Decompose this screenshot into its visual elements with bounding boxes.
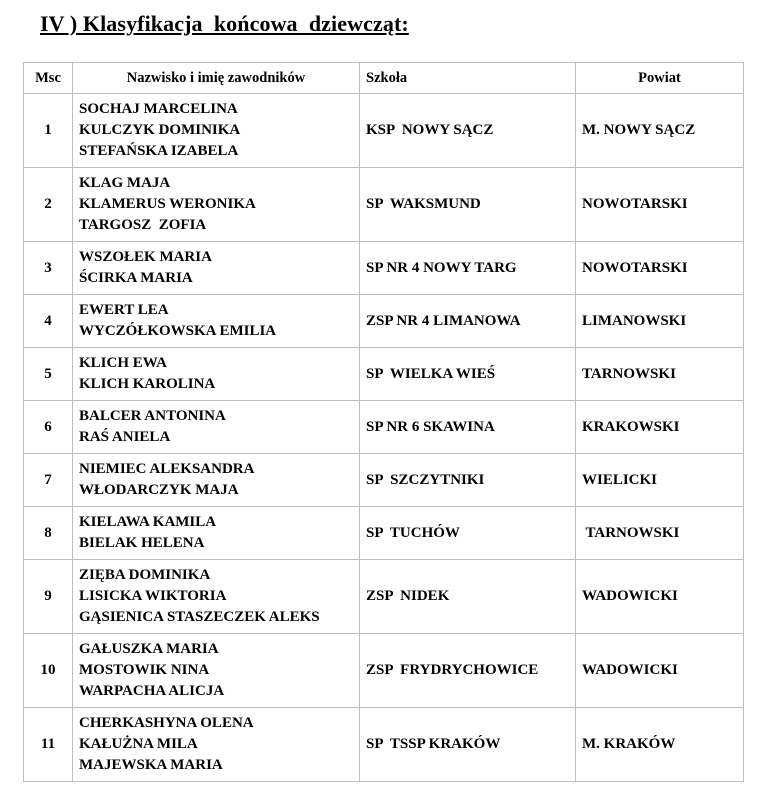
names-cell (73, 295, 360, 348)
place-cell: 5 (24, 348, 73, 401)
names-cell (73, 168, 360, 242)
competitor-name: KLICH EWA (79, 355, 167, 371)
competitor-name: WYCZÓŁKOWSKA EMILIA (79, 323, 277, 339)
competitor-name: EWERT LEA (79, 302, 169, 318)
competitor-name: GAŁUSZKA MARIA (79, 641, 219, 657)
competitor-name: WARPACHA ALICJA (79, 683, 225, 699)
place-cell: 7 (24, 454, 73, 507)
school-cell: ZSP FRYDRYCHOWICE (360, 634, 576, 708)
place-cell: 3 (24, 242, 73, 295)
county-cell: WIELICKI (576, 454, 744, 507)
county-cell: WADOWICKI (576, 560, 744, 634)
place-cell: 1 (24, 94, 73, 168)
competitor-name: LISICKA WIKTORIA (79, 588, 227, 604)
place-cell: 2 (24, 168, 73, 242)
competitor-name: MAJEWSKA MARIA (79, 757, 223, 773)
school-cell: KSP NOWY SĄCZ (360, 94, 576, 168)
school-cell: SP NR 6 SKAWINA (360, 401, 576, 454)
results-body (24, 94, 744, 782)
competitor-name: STEFAŃSKA IZABELA (79, 143, 239, 159)
school-cell: SP TSSP KRAKÓW (360, 708, 576, 782)
county-cell: TARNOWSKI (576, 507, 744, 560)
competitor-name: KULCZYK DOMINIKA (79, 122, 241, 138)
place-cell: 11 (24, 708, 73, 782)
competitor-name: KAŁUŻNA MILA (79, 736, 198, 752)
competitor-name: WSZOŁEK MARIA (79, 249, 212, 265)
names-cell (73, 454, 360, 507)
header-school: Szkoła (360, 63, 576, 94)
names-cell (73, 634, 360, 708)
header-names: Nazwisko i imię zawodników (73, 63, 360, 94)
place-cell: 9 (24, 560, 73, 634)
place-cell: 4 (24, 295, 73, 348)
school-cell: ZSP NIDEK (360, 560, 576, 634)
county-cell: WADOWICKI (576, 634, 744, 708)
competitor-name: SOCHAJ MARCELINA (79, 101, 238, 117)
competitor-name: KLICH KAROLINA (79, 376, 216, 392)
school-cell: SP NR 4 NOWY TARG (360, 242, 576, 295)
names-cell (73, 242, 360, 295)
competitor-name: ŚCIRKA MARIA (79, 270, 193, 286)
competitor-name: TARGOSZ ZOFIA (79, 217, 207, 233)
competitor-name: KIELAWA KAMILA (79, 514, 217, 530)
names-cell (73, 94, 360, 168)
page-title: IV ) Klasyfikacja końcowa dziewcząt: (40, 11, 409, 36)
school-cell: ZSP NR 4 LIMANOWA (360, 295, 576, 348)
competitor-name: BALCER ANTONINA (79, 408, 226, 424)
county-cell: KRAKOWSKI (576, 401, 744, 454)
table-row (24, 401, 744, 454)
names-cell (73, 560, 360, 634)
school-cell: SP TUCHÓW (360, 507, 576, 560)
school-cell: SP WAKSMUND (360, 168, 576, 242)
school-cell: SP WIELKA WIEŚ (360, 348, 576, 401)
place-cell: 10 (24, 634, 73, 708)
competitor-name: MOSTOWIK NINA (79, 662, 210, 678)
competitor-name: WŁODARCZYK MAJA (79, 482, 239, 498)
county-cell: M. NOWY SĄCZ (576, 94, 744, 168)
competitor-name: ZIĘBA DOMINIKA (79, 567, 211, 583)
results-table (23, 62, 744, 782)
table-row (24, 634, 744, 708)
names-cell (73, 348, 360, 401)
county-cell: M. KRAKÓW (576, 708, 744, 782)
county-cell: NOWOTARSKI (576, 242, 744, 295)
table-row (24, 560, 744, 634)
competitor-name: KLAMERUS WERONIKA (79, 196, 256, 212)
table-row (24, 242, 744, 295)
names-cell (73, 708, 360, 782)
school-cell: SP SZCZYTNIKI (360, 454, 576, 507)
place-cell: 6 (24, 401, 73, 454)
header-place: Msc (24, 63, 73, 94)
county-cell: LIMANOWSKI (576, 295, 744, 348)
competitor-name: GĄSIENICA STASZECZEK ALEKS (79, 609, 320, 625)
table-row (24, 708, 744, 782)
county-cell: NOWOTARSKI (576, 168, 744, 242)
table-row (24, 348, 744, 401)
competitor-name: NIEMIEC ALEKSANDRA (79, 461, 255, 477)
competitor-name: CHERKASHYNA OLENA (79, 715, 254, 731)
names-cell (73, 507, 360, 560)
table-row (24, 454, 744, 507)
competitor-name: RAŚ ANIELA (79, 429, 171, 445)
header-county: Powiat (576, 63, 744, 94)
county-cell: TARNOWSKI (576, 348, 744, 401)
competitor-name: BIELAK HELENA (79, 535, 205, 551)
place-cell: 8 (24, 507, 73, 560)
table-row (24, 507, 744, 560)
table-row (24, 295, 744, 348)
table-row (24, 94, 744, 168)
names-cell (73, 401, 360, 454)
table-row (24, 168, 744, 242)
competitor-name: KLAG MAJA (79, 175, 171, 191)
table-header-row (24, 63, 744, 94)
